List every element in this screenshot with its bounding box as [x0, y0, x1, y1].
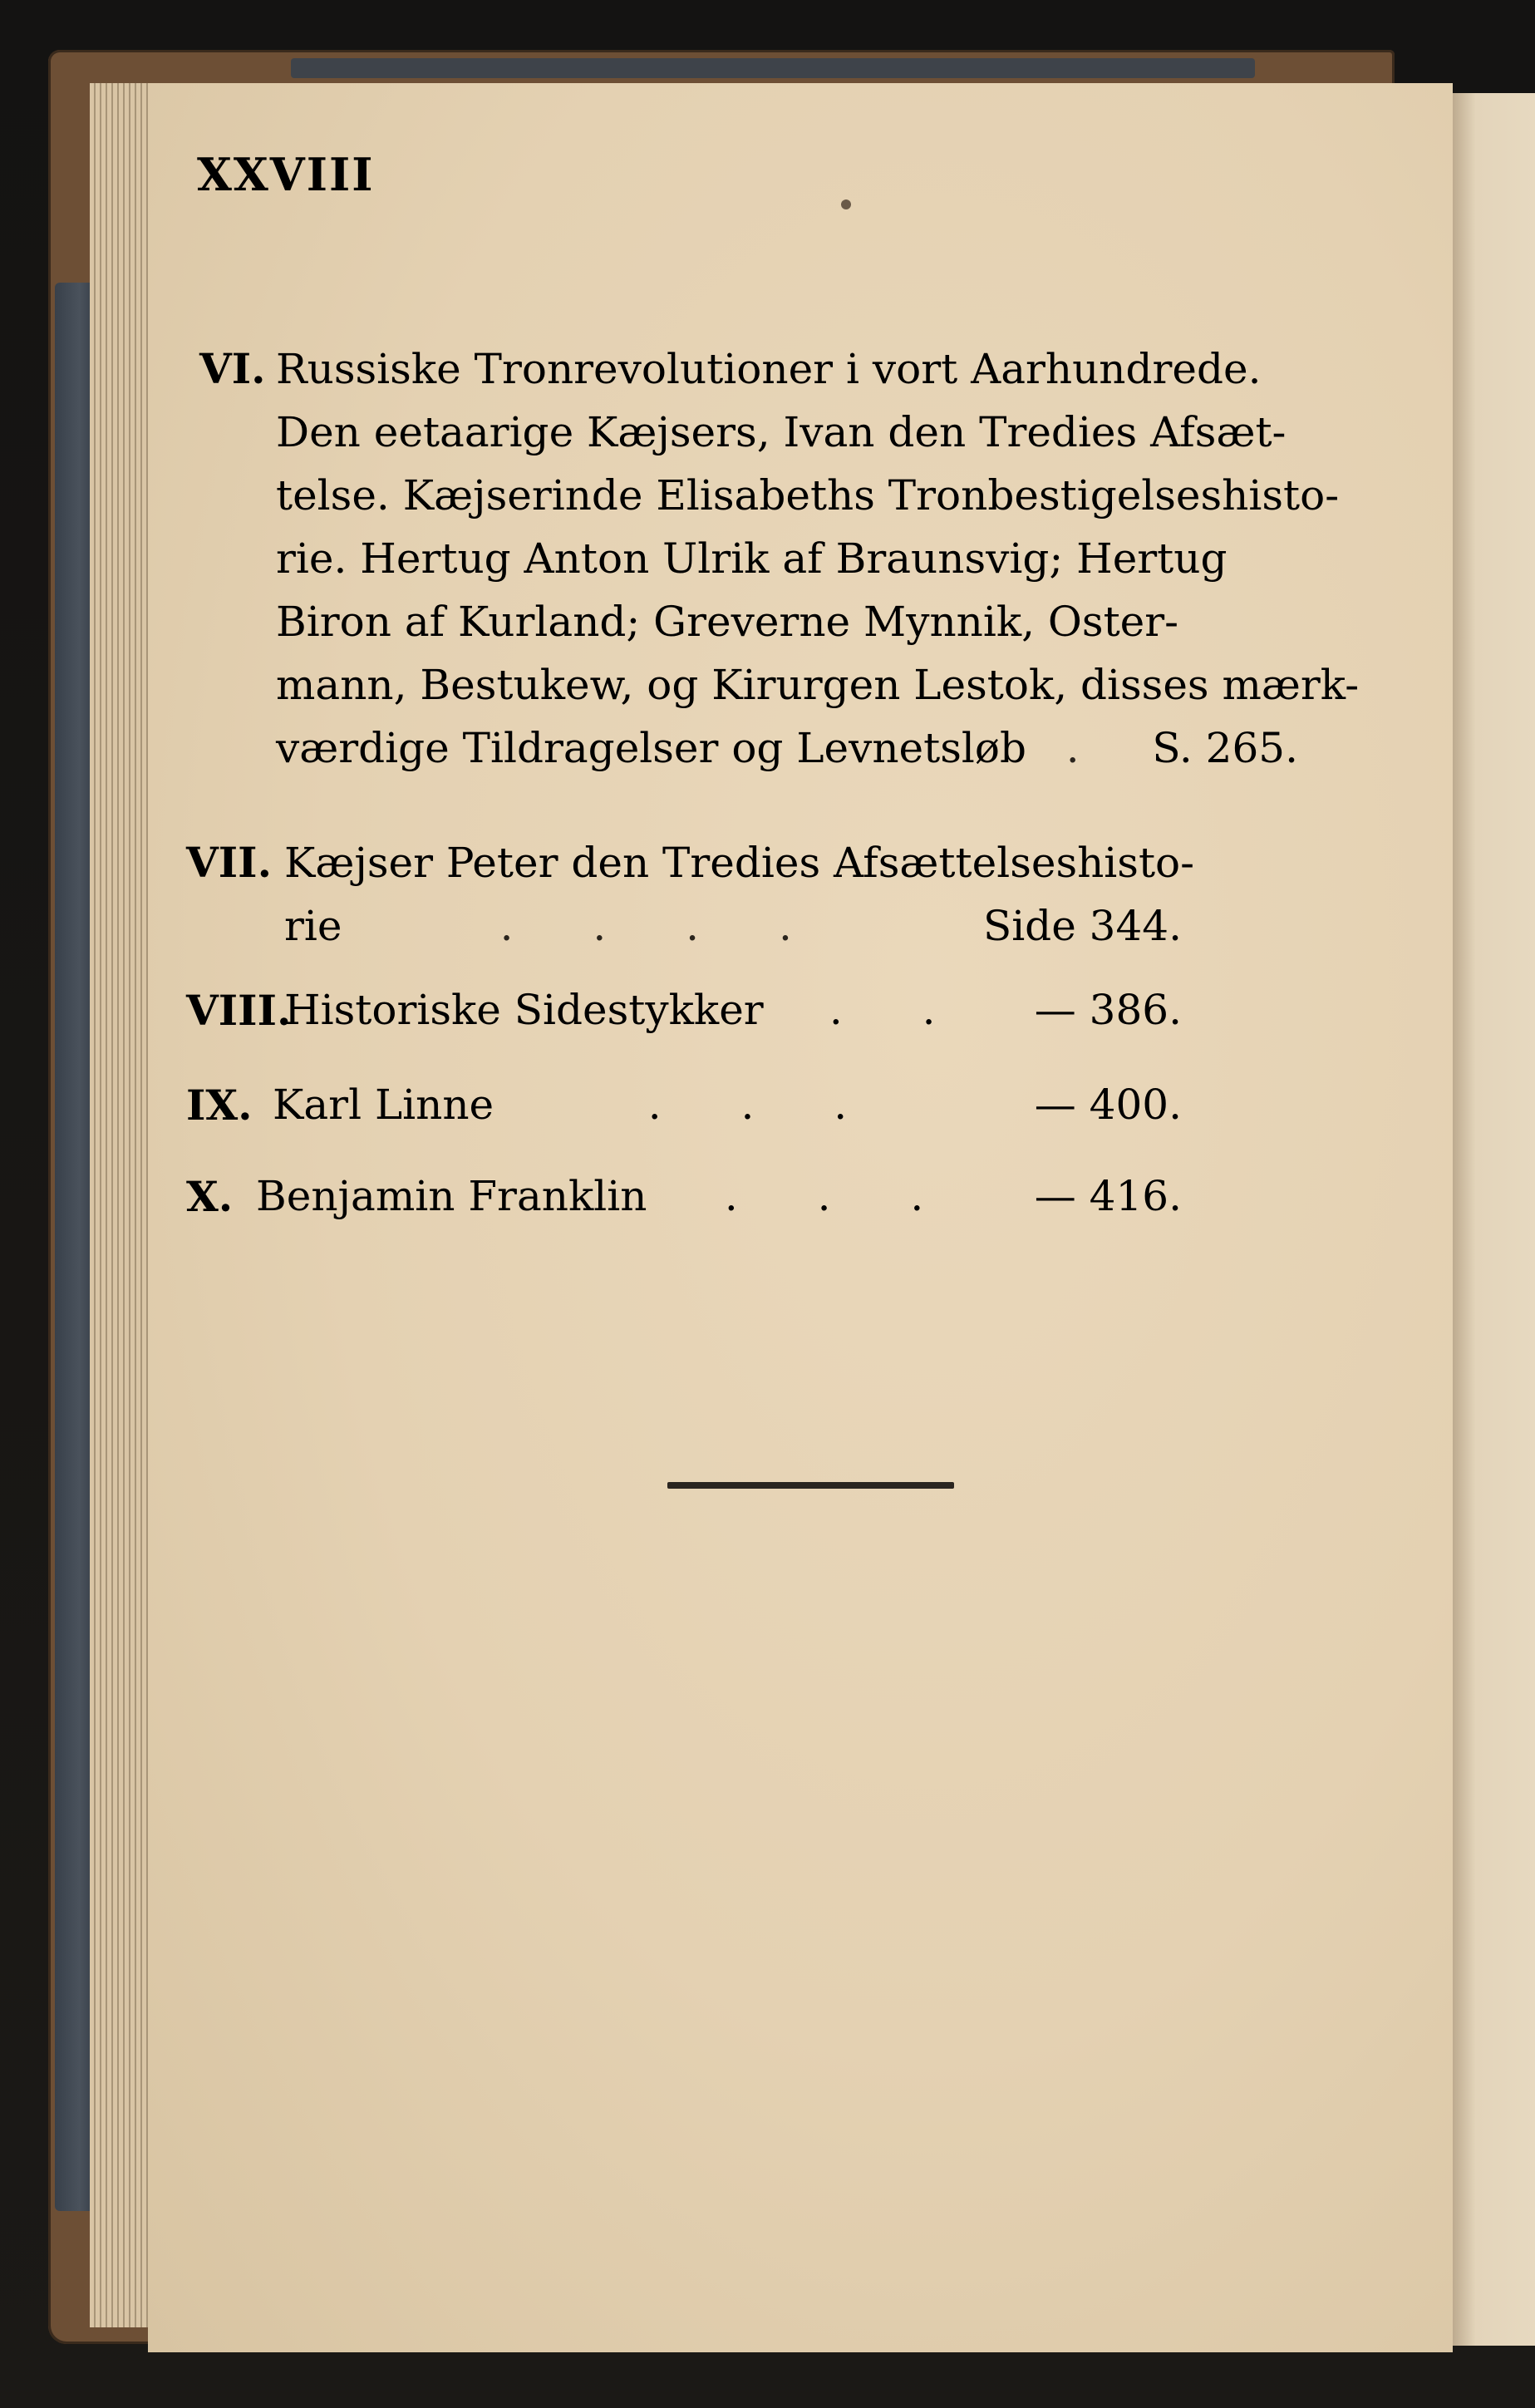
dot-leader: . . . .: [499, 902, 825, 950]
entry-title: Benjamin Franklin: [256, 1172, 647, 1220]
entry-number: VI.: [199, 344, 266, 393]
entry-line: værdige Tildragelser og Levnetsløb: [276, 724, 1027, 772]
page-edges: [90, 83, 148, 2327]
entry-title: Karl Linne: [273, 1081, 494, 1129]
entry-line: rie: [284, 902, 342, 950]
entry-last-line: [284, 894, 1182, 958]
dot-leader: . . .: [647, 1081, 881, 1129]
entry-line: rie. Hertug Anton Ulrik af Braunsvig; Hertug: [276, 534, 1228, 583]
entry-line: mann, Bestukew, og Kirurgen Lestok, disses mærk-: [276, 661, 1360, 709]
dot-leader: . . .: [724, 1172, 957, 1220]
entry-number: IX.: [186, 1081, 253, 1130]
toc-entry-viii: [186, 986, 1333, 1049]
entry-row: [256, 1172, 1182, 1220]
entry-title: Historiske Sidestykker: [284, 986, 764, 1034]
page-speck: [841, 199, 851, 209]
end-rule: [667, 1482, 954, 1489]
entry-row: [273, 1081, 1182, 1129]
page-reference: Side 344.: [982, 902, 1182, 950]
entry-number: X.: [186, 1172, 234, 1221]
entry-line: telse. Kæjserinde Elisabeths Tronbestigelseshisto-: [276, 471, 1340, 520]
facing-page-edge: [1450, 93, 1535, 2346]
page-reference: — 386.: [1034, 986, 1182, 1034]
entry-text: [284, 831, 1195, 958]
page-reference: — 400.: [1034, 1081, 1182, 1129]
entry-line: Russiske Tronrevolutioner i vort Aarhundrede.: [276, 345, 1262, 393]
entry-number: VIII.: [186, 986, 292, 1035]
entry-last-line: [276, 716, 1298, 780]
toc-entry-ix: [186, 1081, 1333, 1144]
dot-leader: . .: [829, 986, 969, 1034]
entry-row: [284, 986, 1182, 1034]
toc-entry-x: [186, 1172, 1333, 1235]
entry-number: VII.: [186, 838, 272, 887]
book-headband: [291, 58, 1255, 78]
entry-text: [276, 337, 1360, 780]
page-number: XXVIII: [197, 148, 375, 201]
dot-leader: .: [1065, 724, 1113, 772]
entry-line: Kæjser Peter den Tredies Afsættelseshisto-: [284, 839, 1195, 887]
entry-line: Biron af Kurland; Greverne Mynnik, Oster-: [276, 598, 1179, 646]
page-reference: — 416.: [1034, 1172, 1182, 1220]
page-reference: S. 265.: [1152, 724, 1298, 772]
entry-line: Den eetaarige Kæjsers, Ivan den Tredies Afsæt-: [276, 408, 1287, 456]
